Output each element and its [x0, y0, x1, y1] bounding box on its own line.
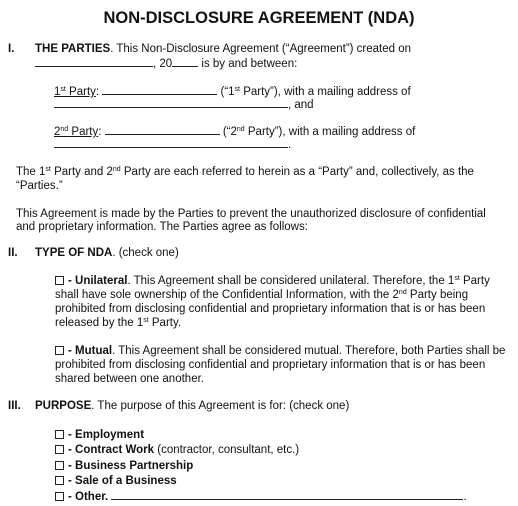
date-blank-field[interactable] — [35, 57, 153, 67]
party1-label: 1st Party — [54, 86, 96, 98]
party2-alias: (“2nd Party”), with a mailing address of — [219, 126, 416, 138]
section-iii-numeral: III. — [8, 400, 21, 412]
section-i-line2 — [35, 57, 297, 70]
purpose-option-employment: - Employment — [55, 429, 144, 441]
purpose-option-business-partnership: - Business Partnership — [55, 460, 193, 472]
year-blank-field[interactable] — [172, 57, 198, 67]
party1-address-field[interactable] — [54, 98, 288, 108]
section-i-text1: . This Non-Disclosure Agreement (“Agreement”) created on — [110, 43, 412, 55]
other-description-field[interactable] — [111, 490, 463, 500]
purpose-option-other: - Other. . — [55, 490, 467, 503]
unilateral-line2: shall have sole ownership of the Confidential Information, with the 2nd Party being — [55, 289, 469, 301]
party1-alias: (“1st Party”), with a mailing address of — [217, 86, 411, 98]
section-ii-numeral: II. — [8, 247, 18, 259]
mutual-line1: - Mutual. This Agreement shall be considered mutual. Therefore, both Parties shall be — [55, 345, 505, 357]
section-iii-heading: PURPOSE — [35, 400, 92, 412]
parties-paragraph-line2: “Parties.” — [16, 180, 63, 192]
party1-line: 1st Party: (“1st Party”), with a mailing address of — [54, 86, 411, 98]
unilateral-label: - Unilateral — [68, 275, 128, 287]
purpose-option-contract-work: - Contract Work (contractor, consultant, etc.) — [55, 444, 299, 456]
section-iii-heading-line: PURPOSE. The purpose of this Agreement is for: (check one) — [35, 400, 350, 412]
party2-address-field[interactable] — [54, 138, 288, 148]
agreement-paragraph-line1: This Agreement is made by the Parties to prevent the unauthorized disclosure of confidential — [16, 208, 486, 220]
party2-name-field[interactable] — [105, 125, 220, 135]
section-i-heading: THE PARTIES — [35, 43, 111, 55]
mutual-label: - Mutual — [68, 345, 113, 357]
business-partnership-checkbox[interactable] — [55, 461, 64, 470]
unilateral-line3: prohibited from disclosing confidential and proprietary information that is or has been — [55, 303, 486, 315]
unilateral-line1: - Unilateral. This Agreement shall be considered unilateral. Therefore, the 1st Party — [55, 275, 490, 287]
mutual-checkbox[interactable] — [55, 346, 64, 355]
mutual-line3: shared between one another. — [55, 373, 204, 385]
other-checkbox[interactable] — [55, 492, 64, 501]
mutual-line2: prohibited from disclosing confidential and proprietary information that is or has been — [55, 359, 486, 371]
and-text: , and — [288, 99, 314, 111]
party2-line: 2nd Party: (“2nd Party”), with a mailing address of — [54, 126, 416, 138]
party2-label: 2nd Party — [54, 126, 99, 138]
party1-name-field[interactable] — [102, 85, 217, 95]
sale-of-business-checkbox[interactable] — [55, 476, 64, 485]
year-prefix: , 20 — [153, 58, 173, 70]
unilateral-line4: released by the 1st Party. — [55, 317, 182, 329]
purpose-option-sale-of-business: - Sale of a Business — [55, 475, 177, 487]
contract-work-checkbox[interactable] — [55, 445, 64, 454]
agreement-paragraph-line2: and proprietary information. The Parties agree as follows: — [16, 221, 308, 233]
unilateral-checkbox[interactable] — [55, 276, 64, 285]
section-i-numeral: I. — [8, 43, 15, 55]
document-title: NON-DISCLOSURE AGREEMENT (NDA) — [103, 9, 415, 27]
parties-paragraph-line1: The 1st Party and 2nd Party are each referred to herein as a “Party” and, collectively, as the — [16, 166, 474, 178]
party2-address-line: . — [54, 138, 291, 151]
section-i-text2: is by and between: — [198, 58, 298, 70]
party1-address-line — [54, 98, 314, 111]
section-ii-heading-line: TYPE OF NDA. (check one) — [35, 247, 179, 259]
section-i-line1 — [35, 43, 411, 55]
employment-checkbox[interactable] — [55, 430, 64, 439]
section-ii-heading: TYPE OF NDA — [35, 247, 113, 259]
